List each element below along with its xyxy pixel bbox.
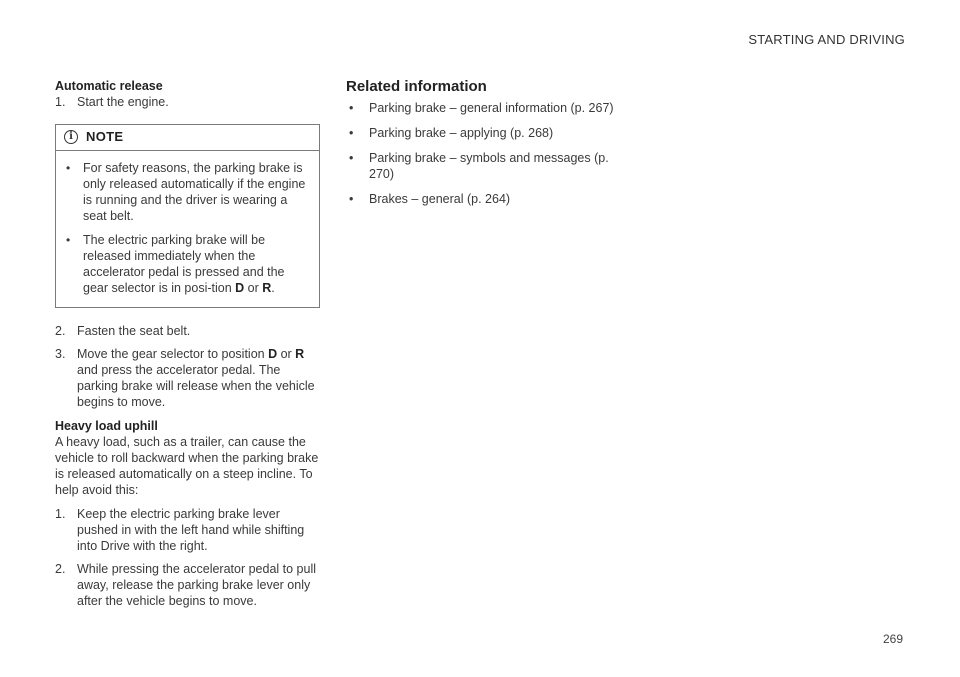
gear-d: D [235, 281, 245, 295]
step-text-cont: and press the accelerator pedal. The parking brake will release when the vehicle begins to move. [77, 363, 315, 409]
note-box [55, 124, 320, 308]
related-link-text[interactable]: Parking brake – symbols and messages (p. 270) [369, 151, 609, 181]
related-link-text[interactable]: Brakes – general (p. 264) [369, 192, 511, 206]
gear-r: R [262, 281, 272, 295]
step-text: Keep the electric parking brake lever pushed in with the left hand while shifting into Drive with the right. [77, 507, 305, 553]
heavy-step [55, 506, 320, 554]
bullet-dot: • [349, 151, 354, 165]
step-number: 2. [55, 324, 66, 338]
note-title: NOTE [86, 129, 124, 144]
heavy-load-paragraph: A heavy load, such as a trailer, can cause the vehicle to roll backward when the parking brake is released automatically on a steep incline. To help avoid this: [55, 435, 319, 497]
heavy-load-heading: Heavy load uphill [55, 419, 158, 433]
related-information-heading: Related information [346, 78, 487, 95]
bullet-dot: • [349, 192, 354, 206]
bullet-dot: • [349, 126, 354, 140]
or-text: or [277, 347, 296, 361]
left-column [55, 78, 320, 616]
note-bullet [66, 232, 309, 296]
note-bullet-text: For safety reasons, the parking brake is only released automatically if the engine is running and the driver is wearing a seat belt. [83, 161, 306, 223]
gear-r: R [295, 347, 305, 361]
note-body [56, 151, 319, 307]
step-text: Move the gear selector to position [77, 347, 269, 361]
automatic-release-heading: Automatic release [55, 79, 163, 93]
step-gear-selector [55, 346, 320, 410]
heavy-step [55, 561, 320, 609]
related-link[interactable] [346, 191, 626, 207]
gear-d: D [268, 347, 278, 361]
bullet-dot: • [66, 161, 71, 175]
step-start-engine [55, 94, 320, 110]
step-text: Start the engine. [77, 95, 169, 109]
related-link-text[interactable]: Parking brake – general information (p. 267) [369, 101, 614, 115]
period: . [271, 281, 275, 295]
right-column [346, 78, 626, 216]
note-bullet-text: The electric parking brake will be released immediately when the accelerator pedal is pressed and the gear selector is in posi-tion [83, 233, 285, 295]
related-link[interactable] [346, 150, 619, 182]
info-icon: i [64, 130, 78, 144]
related-link[interactable] [346, 100, 626, 116]
note-bullet [66, 160, 309, 224]
note-header [56, 125, 319, 151]
related-link[interactable] [346, 125, 626, 141]
step-number: 1. [55, 507, 66, 521]
step-number: 3. [55, 347, 66, 361]
bullet-dot: • [349, 101, 354, 115]
step-fasten-belt [55, 323, 320, 339]
step-text: Fasten the seat belt. [77, 324, 191, 338]
bullet-dot: • [66, 233, 71, 247]
step-text: While pressing the accelerator pedal to pull away, release the parking brake lever only after the vehicle begins to move. [77, 562, 317, 608]
step-number: 1. [55, 95, 66, 109]
page-number: 269 [882, 632, 903, 646]
section-header: STARTING AND DRIVING [748, 32, 905, 47]
related-link-text[interactable]: Parking brake – applying (p. 268) [369, 126, 554, 140]
or-text: or [244, 281, 263, 295]
step-number: 2. [55, 562, 66, 576]
